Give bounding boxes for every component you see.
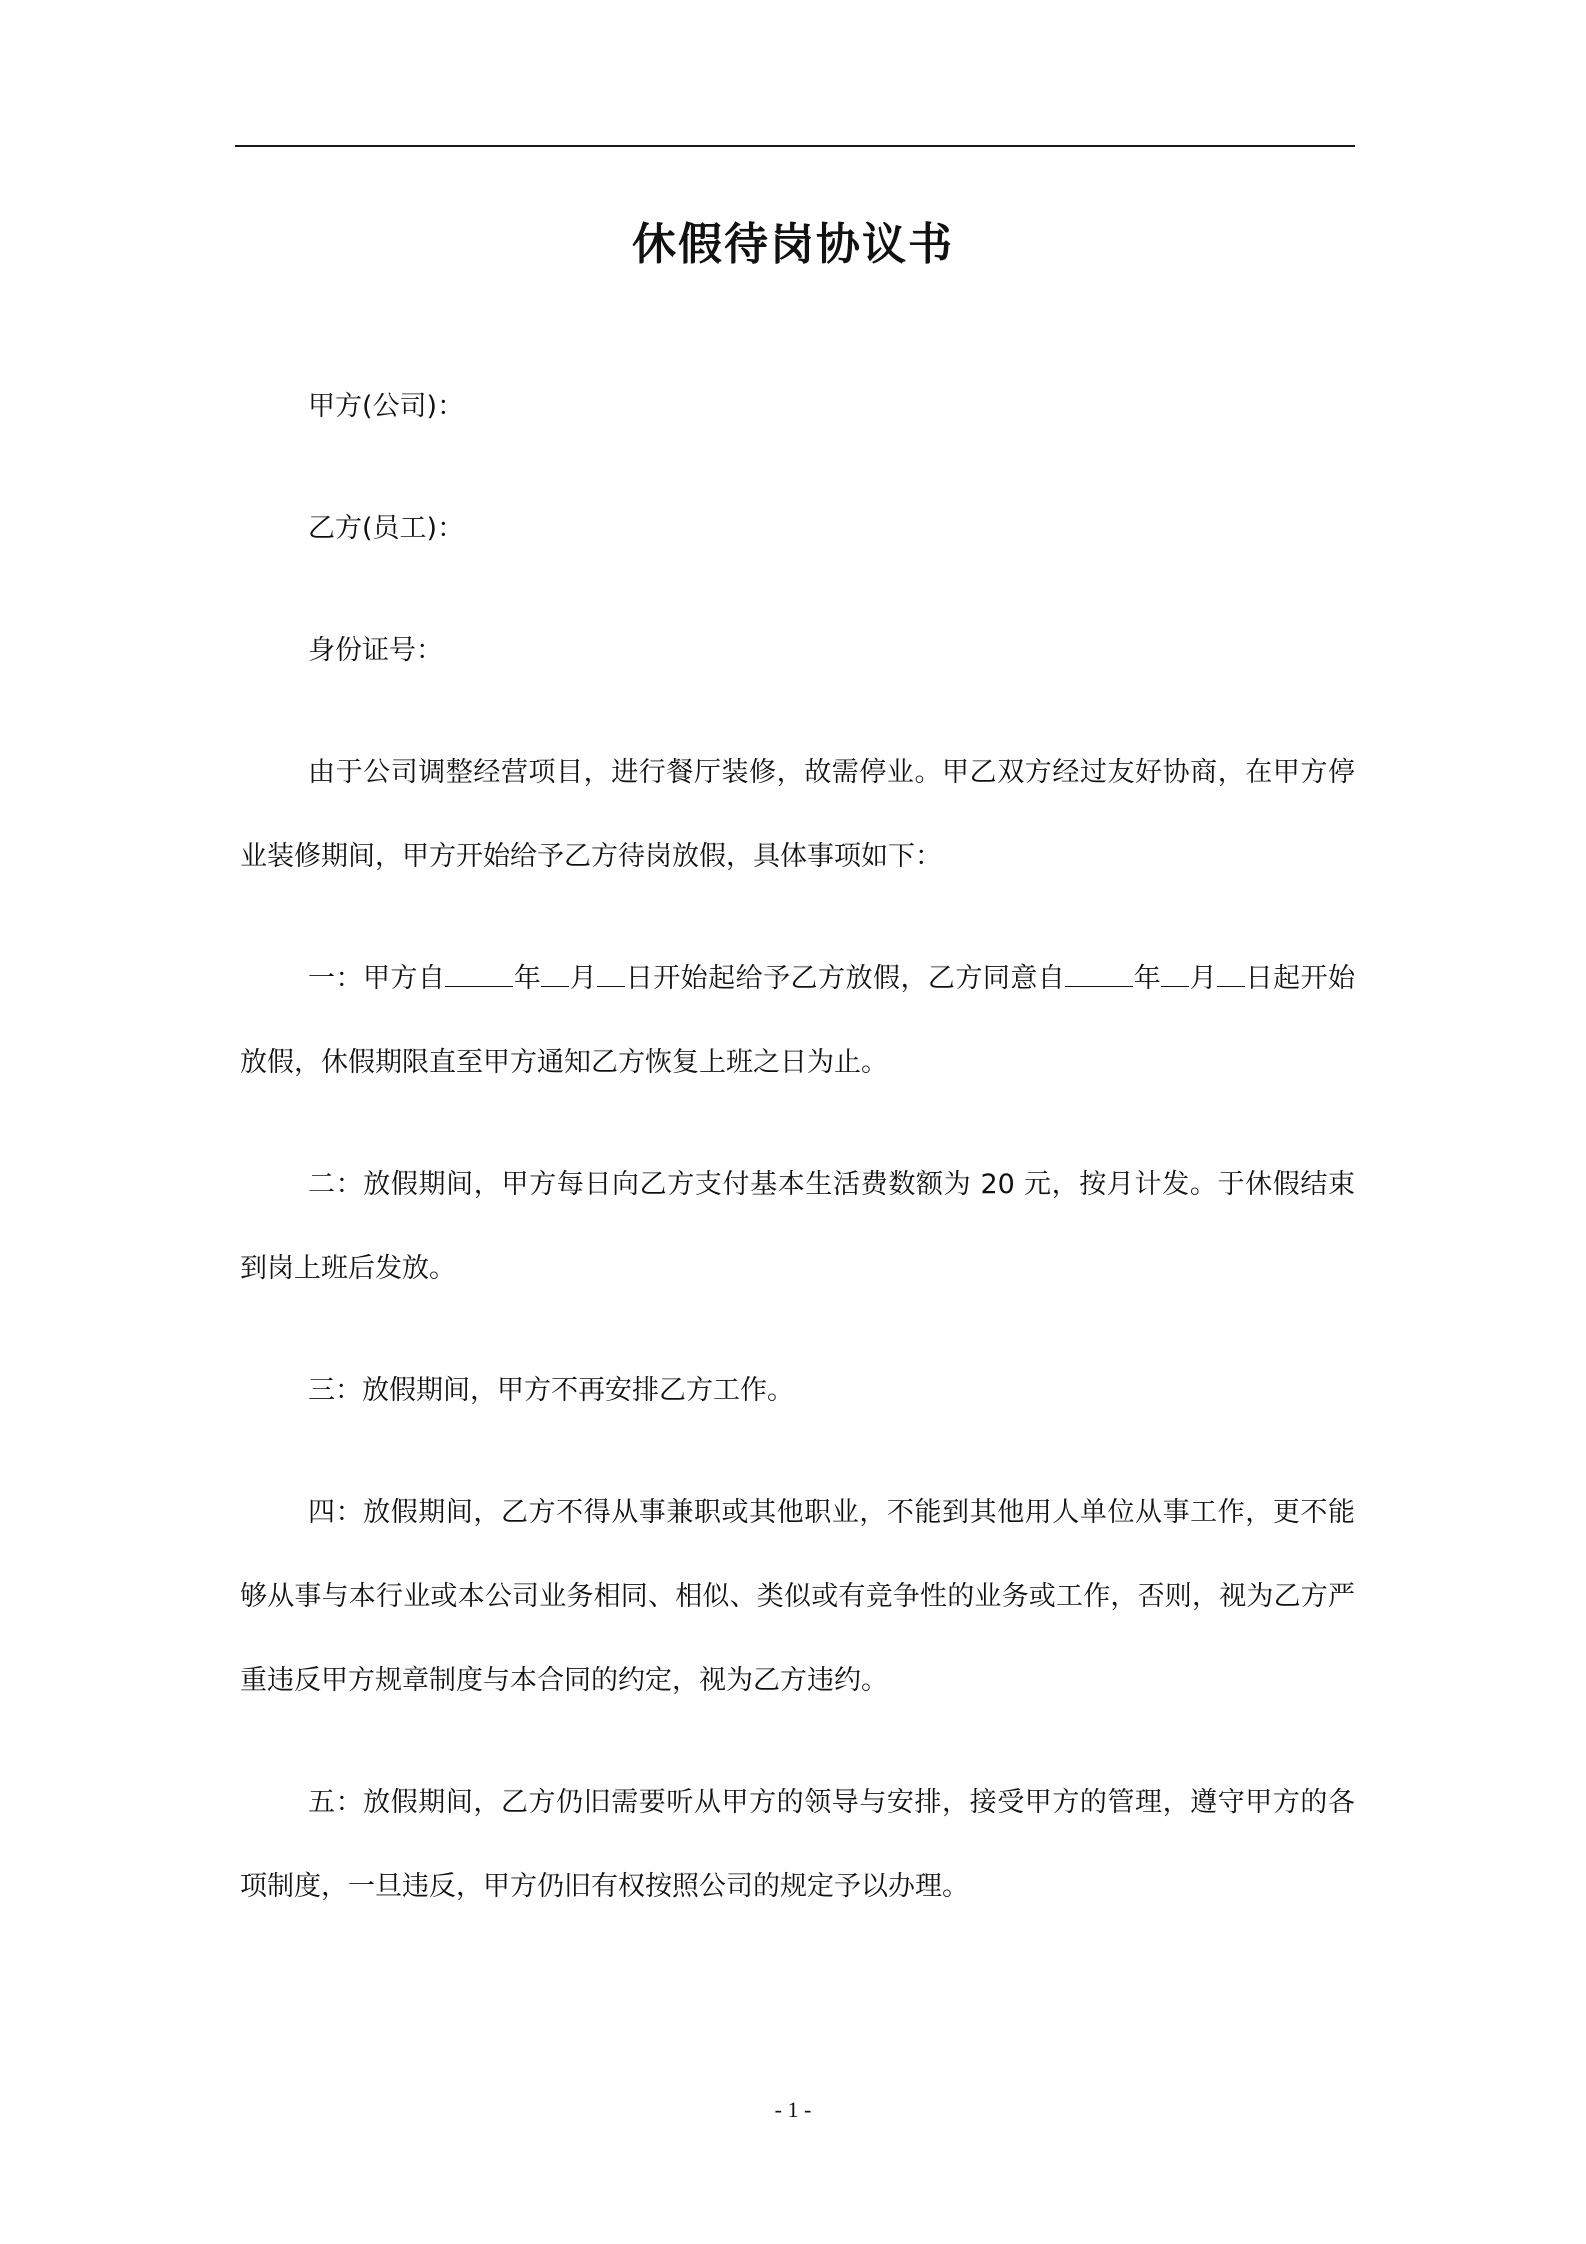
clause-1-text-b: 年 <box>513 963 542 994</box>
clause-1 <box>240 937 1355 1105</box>
intro-paragraph: 由于公司调整经营项目，进行餐厅装修，故需停业。甲乙双方经过友好协商，在甲方停业装修期间，甲方开始给予乙方待岗放假，具体事项如下： <box>240 757 1355 872</box>
id-number-field: 身份证号： <box>308 635 443 666</box>
party-b-field: 乙方(员工)： <box>308 513 465 544</box>
clause-1-text-a: 一：甲方自 <box>308 963 446 994</box>
clause-5: 五：放假期间，乙方仍旧需要听从甲方的领导与安排，接受甲方的管理，遵守甲方的各项制度，一旦违反，甲方仍旧有权按照公司的规定予以办理。 <box>240 1787 1355 1902</box>
clause-1-text-d: 日开始起给予乙方放假，乙方同意自 <box>625 963 1066 994</box>
clause-4: 四：放假期间，乙方不得从事兼职或其他职业，不能到其他用人单位从事工作，更不能够从事与本行业或本公司业务相同、相似、类似或有竞争性的业务或工作，否则，视为乙方严重违反甲方规章制度与本合同的约定，视为乙方违约。 <box>240 1497 1355 1696</box>
party-a-field: 甲方(公司)： <box>308 391 465 422</box>
blank-year-agree <box>1065 958 1133 987</box>
blank-year-start <box>445 958 513 987</box>
blank-month-start <box>541 958 569 987</box>
clause-3: 三：放假期间，甲方不再安排乙方工作。 <box>308 1375 794 1406</box>
page-number: - 1 - <box>774 2097 812 2122</box>
blank-day-start <box>597 958 625 987</box>
clause-1-text-g: 日起开始放假，休假期限直至甲方通知乙方恢复上班之日为止。 <box>240 963 1356 1078</box>
document-body <box>240 365 1355 1967</box>
document-title: 休假待岗协议书 <box>632 219 954 270</box>
clause-1-text-c: 月 <box>569 963 598 994</box>
clause-2: 二：放假期间，甲方每日向乙方支付基本生活费数额为 20 元，按月计发。于休假结束到岗上班后发放。 <box>240 1169 1355 1284</box>
clause-1-text-e: 年 <box>1133 963 1162 994</box>
blank-day-agree <box>1217 958 1245 987</box>
clause-1-text-f: 月 <box>1189 963 1218 994</box>
header-rule <box>235 145 1355 147</box>
blank-month-agree <box>1161 958 1189 987</box>
